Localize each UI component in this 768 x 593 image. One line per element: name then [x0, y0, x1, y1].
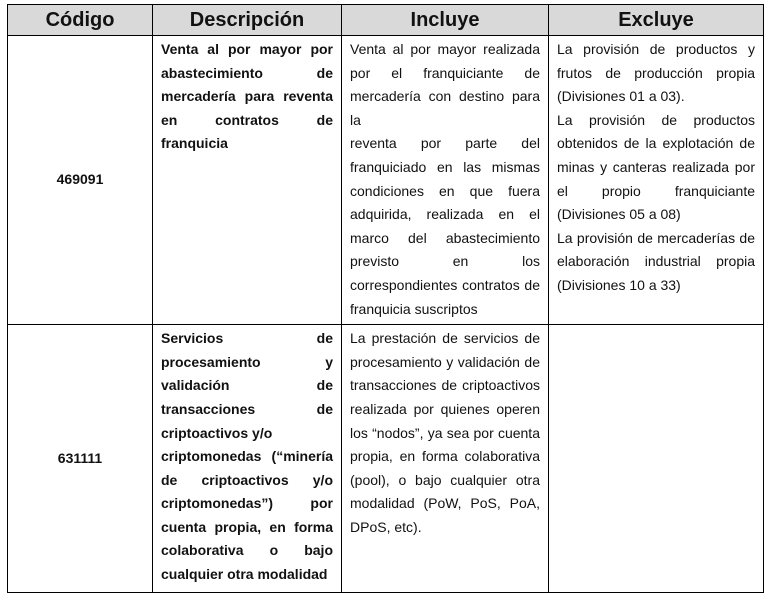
- table-header-row: [8, 5, 764, 36]
- includes-line: DPoS, etc).: [350, 518, 422, 535]
- excludes-cell: [549, 325, 764, 593]
- includes-line: correspondientes contratos de: [350, 276, 540, 293]
- includes-line: franquiciado en las mismas: [350, 158, 540, 175]
- description-line: procesamiento y: [161, 353, 333, 370]
- includes-line: por el franquiciante de: [350, 64, 540, 81]
- includes-line: (pool), o bajo cualquier otra: [350, 471, 540, 488]
- header-codigo: Código: [8, 5, 153, 36]
- description-cell: [153, 36, 342, 325]
- includes-line: marco del abastecimiento: [350, 229, 540, 246]
- description-line: criptomonedas (“minería: [161, 448, 333, 465]
- excludes-line: obtenidos de la explotación de: [557, 135, 755, 152]
- includes-line: modalidad (PoW, PoS, PoA,: [350, 495, 540, 512]
- excludes-line: elaboración industrial propia: [557, 253, 755, 270]
- description-line: cualquier otra modalidad: [161, 566, 328, 583]
- code-cell: 469091: [8, 36, 153, 325]
- description-line: colaborativa o bajo: [161, 542, 333, 559]
- includes-line: franquicia suscriptos: [350, 300, 478, 317]
- description-line: transacciones de: [161, 400, 333, 417]
- description-line: Venta al por mayor por: [161, 41, 333, 57]
- excludes-cell: [549, 36, 764, 325]
- header-excluye: Excluye: [549, 5, 764, 36]
- excludes-line: La provisión de productos y: [557, 41, 755, 57]
- description-line: de criptoactivos y/o: [161, 471, 333, 488]
- excludes-line: el propio franquiciante: [557, 182, 755, 199]
- header-incluye: Incluye: [342, 5, 549, 36]
- description-line: franquicia: [161, 135, 228, 152]
- description-line: criptoactivos y/o: [161, 424, 273, 441]
- header-descripcion: Descripción: [153, 5, 342, 36]
- code-cell: 631111: [8, 325, 153, 593]
- table-row: [8, 36, 764, 325]
- includes-line: adquirida, realizada en el: [350, 206, 540, 223]
- includes-line: propia, en forma colaborativa: [350, 448, 540, 465]
- excludes-line: frutos de producción propia: [557, 64, 755, 81]
- includes-line: Venta al por mayor realizada: [350, 41, 540, 57]
- includes-line: reventa por parte del: [350, 135, 540, 152]
- includes-line: mercadería con destino para la: [350, 88, 540, 128]
- excludes-line: minas y canteras realizada por: [557, 158, 755, 175]
- includes-line: condiciones en que fuera: [350, 182, 540, 199]
- description-line: validación de: [161, 377, 333, 394]
- table-row: [8, 325, 764, 593]
- excludes-line: (Divisiones 10 a 33): [557, 276, 681, 293]
- description-line: criptomonedas”) por: [161, 495, 333, 512]
- excludes-line: La provisión de mercaderías de: [557, 229, 755, 246]
- includes-line: previsto en los: [350, 253, 540, 270]
- description-line: Servicios de: [161, 330, 333, 347]
- excludes-line: (Divisiones 01 a 03).: [557, 88, 685, 105]
- activity-code-table: [7, 4, 764, 593]
- includes-line: procesamiento y validación de: [350, 353, 540, 370]
- includes-line: realizada por quienes operen: [350, 400, 540, 417]
- includes-cell: [342, 36, 549, 325]
- excludes-line: (Divisiones 05 a 08): [557, 206, 681, 223]
- description-cell: [153, 325, 342, 593]
- includes-line: los “nodos”, ya sea por cuenta: [350, 424, 540, 441]
- description-line: cuenta propia, en forma: [161, 518, 333, 535]
- excludes-line: La provisión de productos: [557, 111, 755, 128]
- includes-line: La prestación de servicios de: [350, 330, 540, 347]
- includes-cell: [342, 325, 549, 593]
- description-line: abastecimiento de: [161, 64, 333, 81]
- description-line: en contratos de: [161, 111, 333, 128]
- description-line: mercadería para reventa: [161, 88, 333, 105]
- includes-line: transacciones de criptoactivos: [350, 377, 540, 394]
